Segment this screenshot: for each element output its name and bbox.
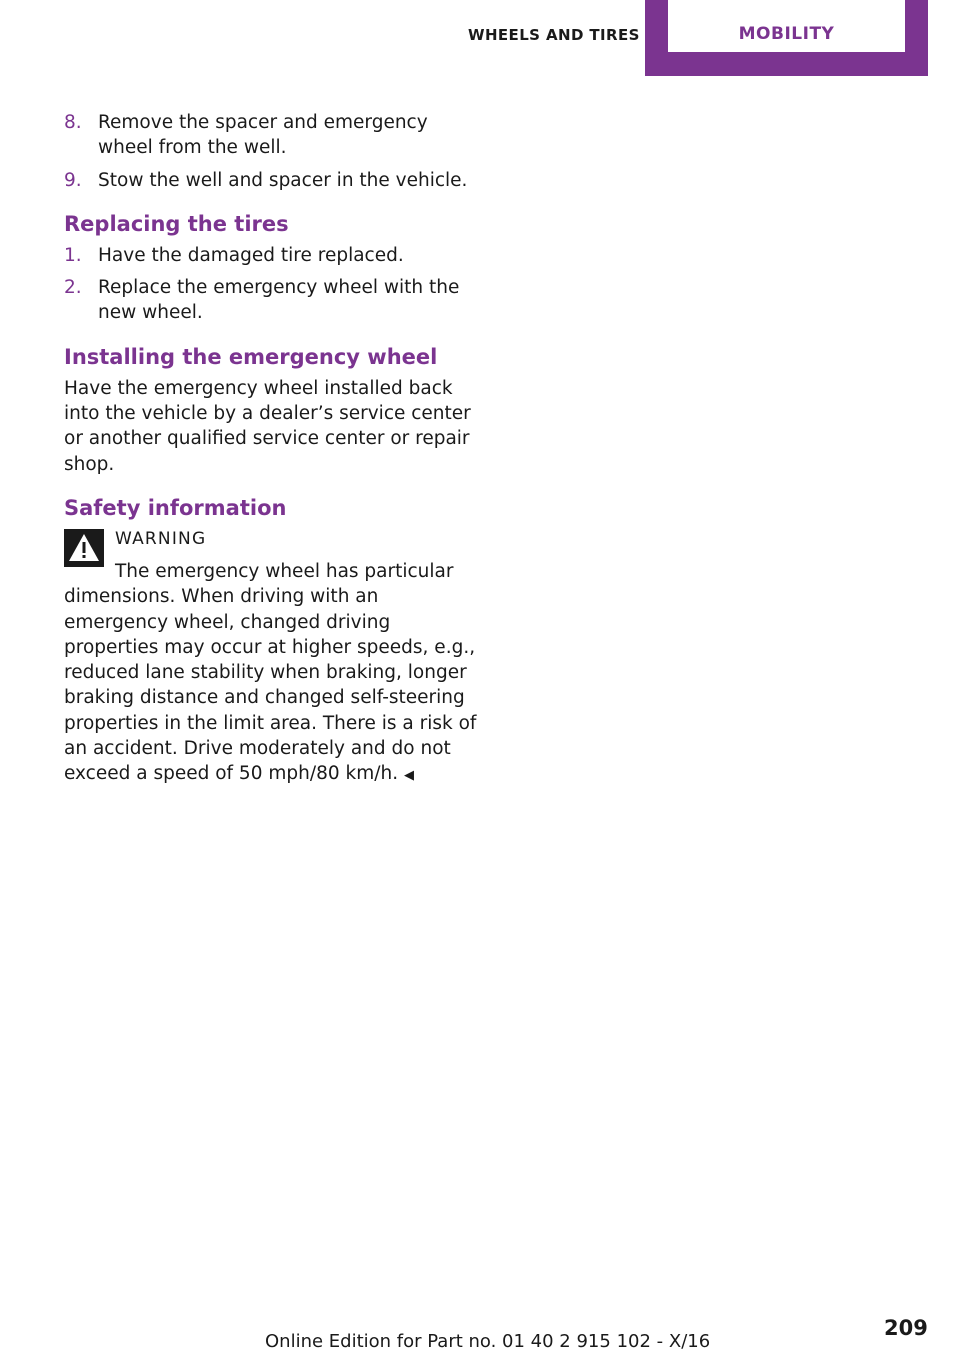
- replacing-steps-list: [64, 243, 484, 326]
- warning-text-block: [64, 559, 484, 789]
- warning-title: WARNING: [115, 528, 207, 549]
- safety-heading: Safety information: [64, 495, 287, 520]
- step-text: Replace the emergency wheel with the new wheel.: [98, 277, 460, 324]
- replacing-heading: Replacing the tires: [64, 211, 289, 236]
- step-number: 2.: [64, 277, 82, 299]
- list-item: [64, 275, 484, 326]
- list-item: [64, 243, 484, 268]
- installing-text: Have the emergency wheel installed back into the vehicle by a dealer’s service center or another qualified service center or repair shop.: [64, 377, 471, 475]
- installing-heading: Installing the emergency wheel: [64, 344, 438, 369]
- chapter-title: WHEELS AND TIRES: [468, 26, 640, 44]
- section-tab-label: MOBILITY: [668, 0, 905, 52]
- step-text: Stow the well and spacer in the vehicle.: [98, 169, 468, 191]
- steps-continued-list: [64, 110, 484, 193]
- list-item: [64, 168, 484, 193]
- step-number: 8.: [64, 112, 82, 133]
- section-tab: [645, 0, 928, 76]
- end-mark-icon: ◀: [403, 768, 414, 784]
- step-number: 1.: [64, 244, 82, 266]
- footer-edition: Online Edition for Part no. 01 40 2 915 102 - X/16: [265, 1331, 711, 1352]
- list-item: [64, 110, 484, 161]
- main-content: [64, 110, 484, 789]
- warning-block: [64, 527, 484, 789]
- page-number: 209: [884, 1316, 928, 1340]
- step-text: Have the damaged tire replaced.: [98, 244, 404, 266]
- warning-triangle-icon: [64, 529, 104, 567]
- step-number: 9.: [64, 169, 82, 191]
- step-text: Remove the spacer and emergency wheel from the well.: [98, 112, 428, 159]
- warning-text: The emergency wheel has particular dimensions. When driving with an emergency wheel, changed driving properties may occur at higher speeds, e.g., reduced lane stability when braking, longer braking distance and changed self-steering properties in the limit area. There is a risk of an accident. Drive moderately and do not exceed a speed of 50 mph/80 km/h.: [64, 560, 477, 785]
